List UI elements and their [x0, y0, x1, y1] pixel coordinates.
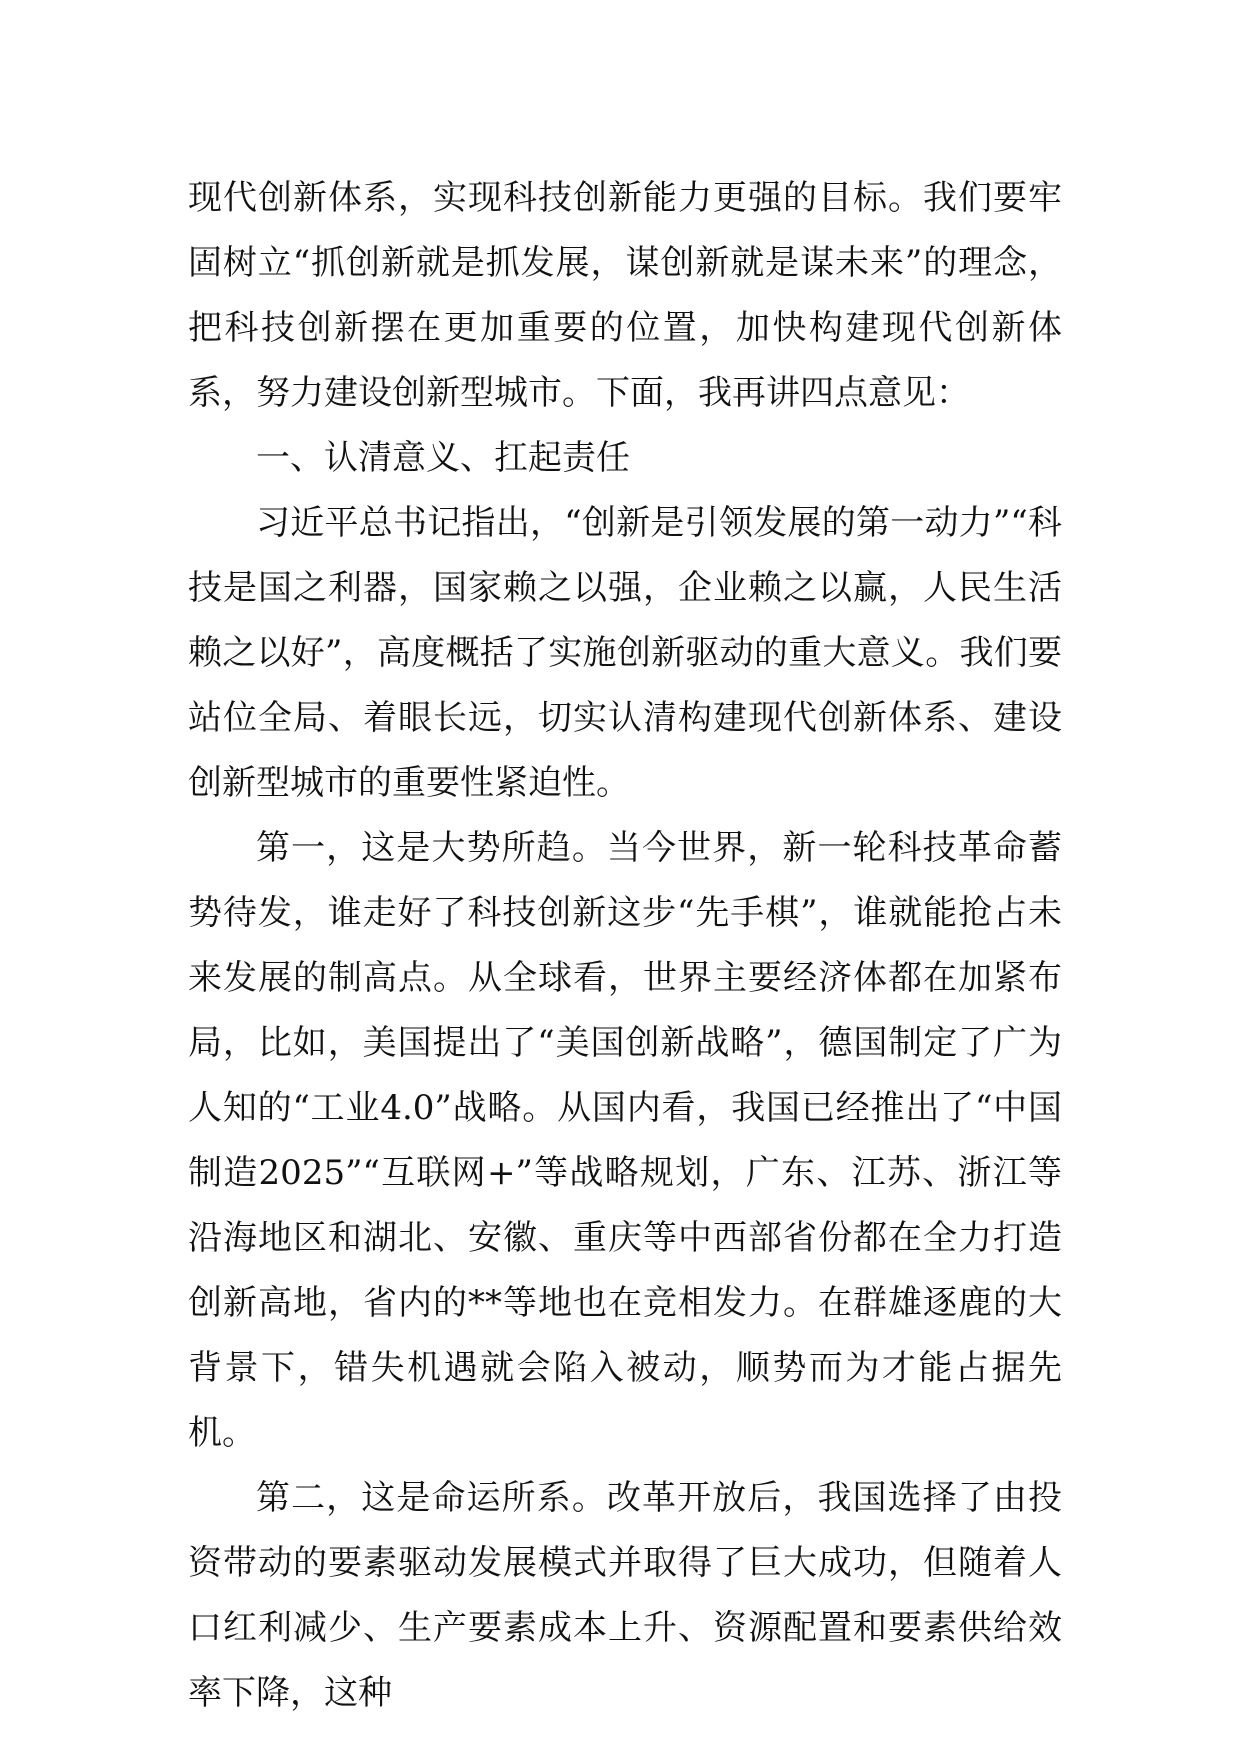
paragraph-second-point: 第二，这是命运所系。改革开放后，我国选择了由投资带动的要素驱动发展模式并取得了巨大成功，但随着人口红利减少、生产要素成本上升、资源配置和要素供给效率下降，这种 [188, 1478, 1062, 1713]
paragraph-first-point: 第一，这是大势所趋。当今世界，新一轮科技革命蓄势待发，谁走好了科技创新这步“先手棋”，谁就能抢占未来发展的制高点。从全球看，世界主要经济体都在加紧布局，比如，美国提出了“美国创新战略”，德国制定了广为人知的“工业4.0”战略。从国内看，我国已经推出了“中国制造2025”“互联网+”等战略规划，广东、江苏、浙江等沿海地区和湖北、安徽、重庆等中西部省份都在全力打造创新高地，省内的**等地也在竞相发力。在群雄逐鹿的大背景下，错失机遇就会陷入被动，顺势而为才能占据先机。 [188, 828, 1062, 1453]
paragraph-significance: 习近平总书记指出，“创新是引领发展的第一动力”“科技是国之利器，国家赖之以强，企业赖之以赢，人民生活赖之以好”，高度概括了实施创新驱动的重大意义。我们要站位全局、着眼长远，切实认清构建现代创新体系、建设创新型城市的重要性紧迫性。 [188, 503, 1062, 803]
paragraph-intro: 现代创新体系，实现科技创新能力更强的目标。我们要牢固树立“抓创新就是抓发展，谋创新就是谋未来”的理念，把科技创新摆在更加重要的位置，加快构建现代创新体系，努力建设创新型城市。下面，我再讲四点意见： [188, 178, 1062, 413]
section-heading: 一、认清意义、扛起责任 [256, 438, 630, 478]
document-body [188, 166, 1062, 1726]
